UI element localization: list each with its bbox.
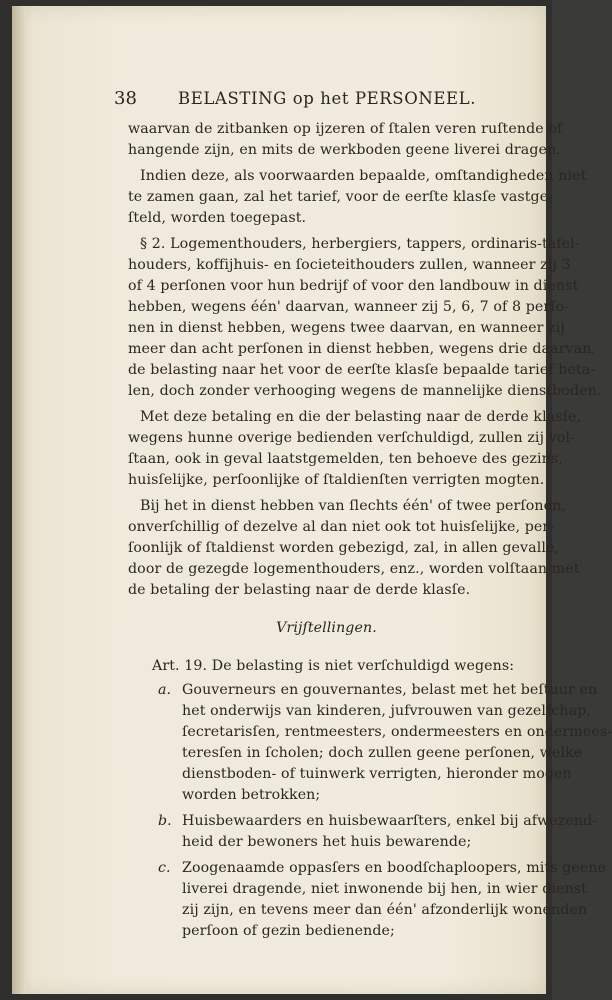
body-line: te zamen gaan, zal het tarief, voor de eerſte klasſe vastge-	[128, 189, 554, 205]
body-line: len, doch zonder verhooging wegens de mannelijke dienstboden.	[128, 383, 602, 399]
body-line: door de gezegde logementhouders, enz., worden volſtaan met	[128, 561, 580, 577]
item-label: a.	[158, 682, 172, 698]
item-line: dienstboden- of tuinwerk verrigten, hieronder mogen	[182, 766, 572, 782]
body-line: of 4 perſonen voor hun bedrijf of voor den landbouw in dienst	[128, 278, 579, 294]
page-gutter	[12, 6, 26, 994]
item-line: het onderwijs van kinderen, jufvrouwen van gezelſchap,	[182, 703, 592, 719]
body-line: Bij het in dienst hebben van ſlechts één' of twee perſonen,	[140, 498, 566, 514]
body-line: waarvan de zitbanken op ijzeren of ſtalen veren ruſtende of	[128, 121, 563, 137]
item-line: teresſen in ſcholen; doch zullen geene perſonen, welke	[182, 745, 583, 761]
item-line: Zoogenaamde oppasſers en boodſchaploopers, mits geene	[182, 860, 607, 876]
section-heading: Vrijſtellingen.	[276, 620, 377, 636]
body-line: nen in dienst hebben, wegens twee daarvan, en wanneer zij	[128, 320, 565, 336]
body-line: ſoonlijk of ſtaldienst worden gebezigd, zal, in allen gevalle,	[128, 540, 560, 556]
page-number: 38	[114, 88, 138, 109]
body-line: wegens hunne overige bedienden verſchuldigd, zullen zij vol-	[128, 430, 575, 446]
item-line: Huisbewaarders en huisbewaarſters, enkel bij afwezend-	[182, 813, 598, 829]
item-line: heid der bewoners het huis bewarende;	[182, 834, 472, 850]
body-line: hangende zijn, en mits de werkboden geene liverei dragen.	[128, 142, 561, 158]
body-line: meer dan acht perſonen in dienst hebben, wegens drie daarvan,	[128, 341, 597, 357]
body-line: de betaling der belasting naar de derde klasſe.	[128, 582, 471, 598]
article-intro: Art. 19. De belasting is niet verſchuldigd wegens:	[152, 658, 515, 674]
body-line: § 2. Logementhouders, herbergiers, tappers, ordinaris-tafel-	[140, 236, 580, 252]
item-line: zij zijn, en tevens meer dan één' afzonderlijk wonenden	[182, 902, 588, 918]
body-line: huisſelijke, perſoonlijke of ſtaldienſten verrigten mogten.	[128, 472, 545, 488]
page-header	[114, 88, 477, 110]
body-line: Indien deze, als voorwaarden bepaalde, omſtandigheden niet	[140, 168, 587, 184]
body-line: ſteld, worden toegepast.	[128, 210, 307, 226]
item-label: c.	[158, 860, 171, 876]
item-line: worden betrokken;	[182, 787, 321, 803]
item-line: perſoon of gezin bedienende;	[182, 923, 395, 939]
body-line: ſtaan, ook in geval laatstgemelden, ten behoeve des gezins,	[128, 451, 563, 467]
body-line: houders, koffijhuis- en ſocieteithouders zullen, wanneer zij 3	[128, 257, 571, 273]
body-line: Met deze betaling en die der belasting naar de derde klasſe,	[140, 409, 582, 425]
item-label: b.	[158, 813, 172, 829]
running-head: BELASTING op het PERSONEEL.	[178, 89, 477, 108]
item-line: ſecretarisſen, rentmeesters, ondermeesters en ondermees-	[182, 724, 612, 740]
body-line: onverſchillig of dezelve al dan niet ook tot huisſelijke, per-	[128, 519, 555, 535]
body-line: hebben, wegens één' daarvan, wanneer zij 5, 6, 7 of 8 perſo-	[128, 299, 570, 315]
item-line: Gouverneurs en gouvernantes, belast met het beſtuur en	[182, 682, 598, 698]
body-line: de belasting naar het voor de eerſte klasſe bepaalde tarief beta-	[128, 362, 596, 378]
item-line: liverei dragende, niet inwonende bij hen, in wier dienst	[182, 881, 587, 897]
